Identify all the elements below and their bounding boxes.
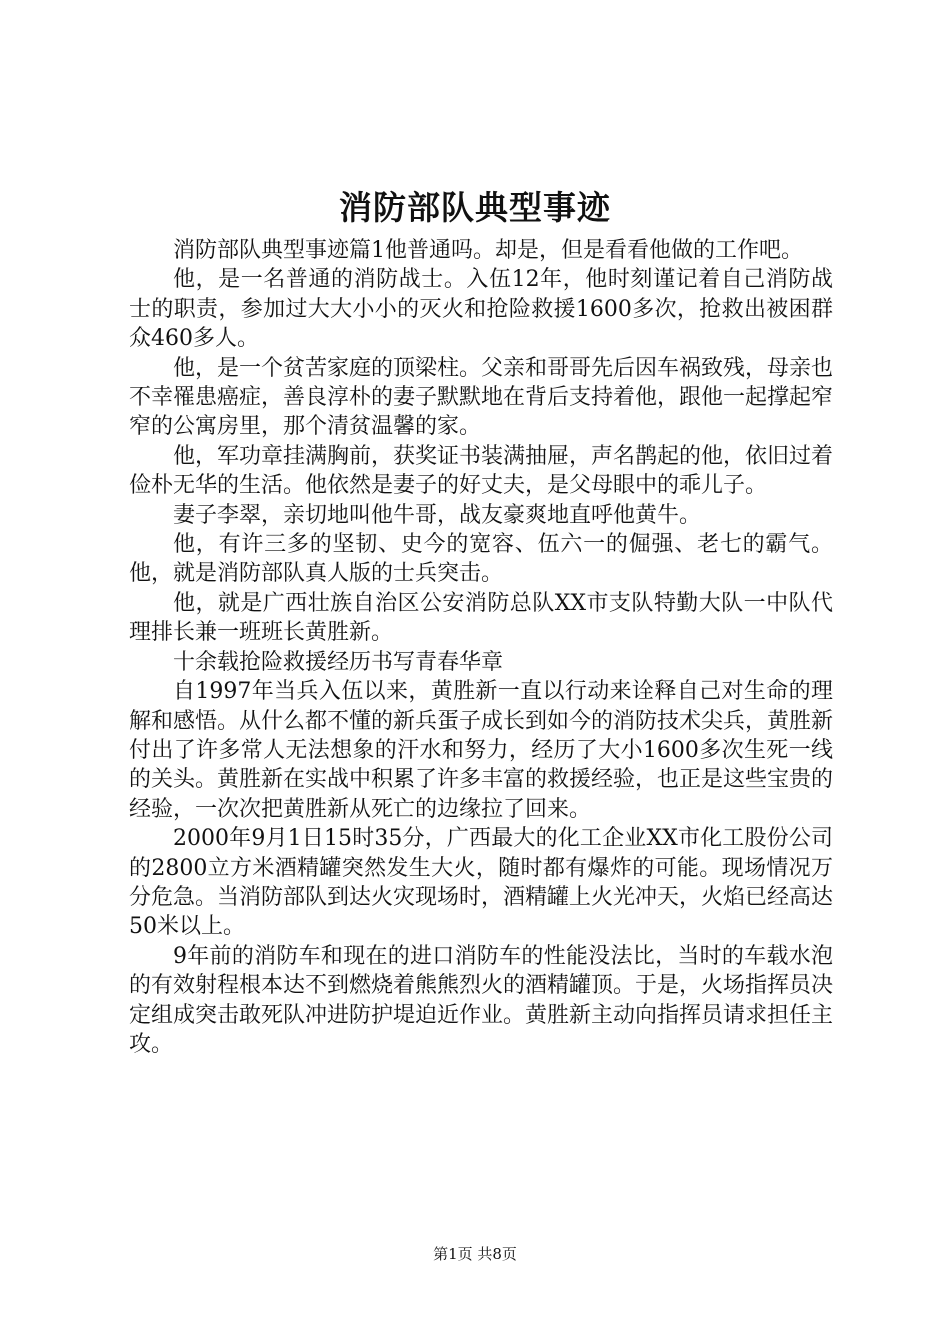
paragraph: 自1997年当兵入伍以来，黄胜新一直以行动来诠释自己对生命的理解和感悟。从什么都不懂的新兵蛋子成长到如今的消防技术尖兵，黄胜新付出了许多常人无法想象的汗水和努力，经历了大小1600多次生死一线的关头。黄胜新在实战中积累了许多丰富的救援经验，也正是这些宝贵的经验，一次次把黄胜新从死亡的边缘拉了回来。 [129,679,834,822]
paragraph: 妻子李翠，亲切地叫他牛哥，战友豪爽地直呼他黄牛。 [173,502,702,528]
paragraph: 他，有许三多的坚韧、史今的宽容、伍六一的倔强、老七的霸气。他，就是消防部队真人版的士兵突击。 [129,532,833,587]
section-heading: 十余载抢险救援经历书写青春华章 [173,649,504,675]
page-footer: 第1页 共8页 [433,1245,517,1263]
document-title: 消防部队典型事迹 [339,188,611,227]
paragraph: 他，就是广西壮族自治区公安消防总队XX市支队特勤大队一中队代理排长兼一班班长黄胜新。 [129,590,833,646]
paragraph: 9年前的消防车和现在的进口消防车的性能没法比，当时的车载水泡的有效射程根本达不到燃烧着熊熊烈火的酒精罐顶。于是，火场指挥员决定组成突击敢死队冲进防护堤迫近作业。黄胜新主动向指挥员请求担任主攻。 [129,943,834,1057]
paragraph: 他，是一名普通的消防战士。入伍12年，他时刻谨记着自己消防战士的职责，参加过大大小小的灭火和抢险救援1600多次，抢救出被困群众460多人。 [129,267,833,352]
paragraph: 2000年9月1日15时35分，广西最大的化工企业XX市化工股份公司的2800立方米酒精罐突然发生大火，随时都有爆炸的可能。现场情况万分危急。当消防部队到达火灾现场时，酒精罐上火光冲天，火焰已经高达50米以上。 [129,826,834,940]
paragraph: 他，是一个贫苦家庭的顶梁柱。父亲和哥哥先后因车祸致残，母亲也不幸罹患癌症，善良淳朴的妻子默默地在背后支持着他，跟他一起撑起窄窄的公寓房里，那个清贫温馨的家。 [129,355,834,440]
paragraph: 他，军功章挂满胸前，获奖证书装满抽屉，声名鹊起的他，依旧过着俭朴无华的生活。他依然是妻子的好丈夫，是父母眼中的乖儿子。 [129,443,834,499]
paragraph: 消防部队典型事迹篇1他普通吗。却是，但是看看他做的工作吧。 [173,238,803,263]
document-body [129,236,833,1059]
